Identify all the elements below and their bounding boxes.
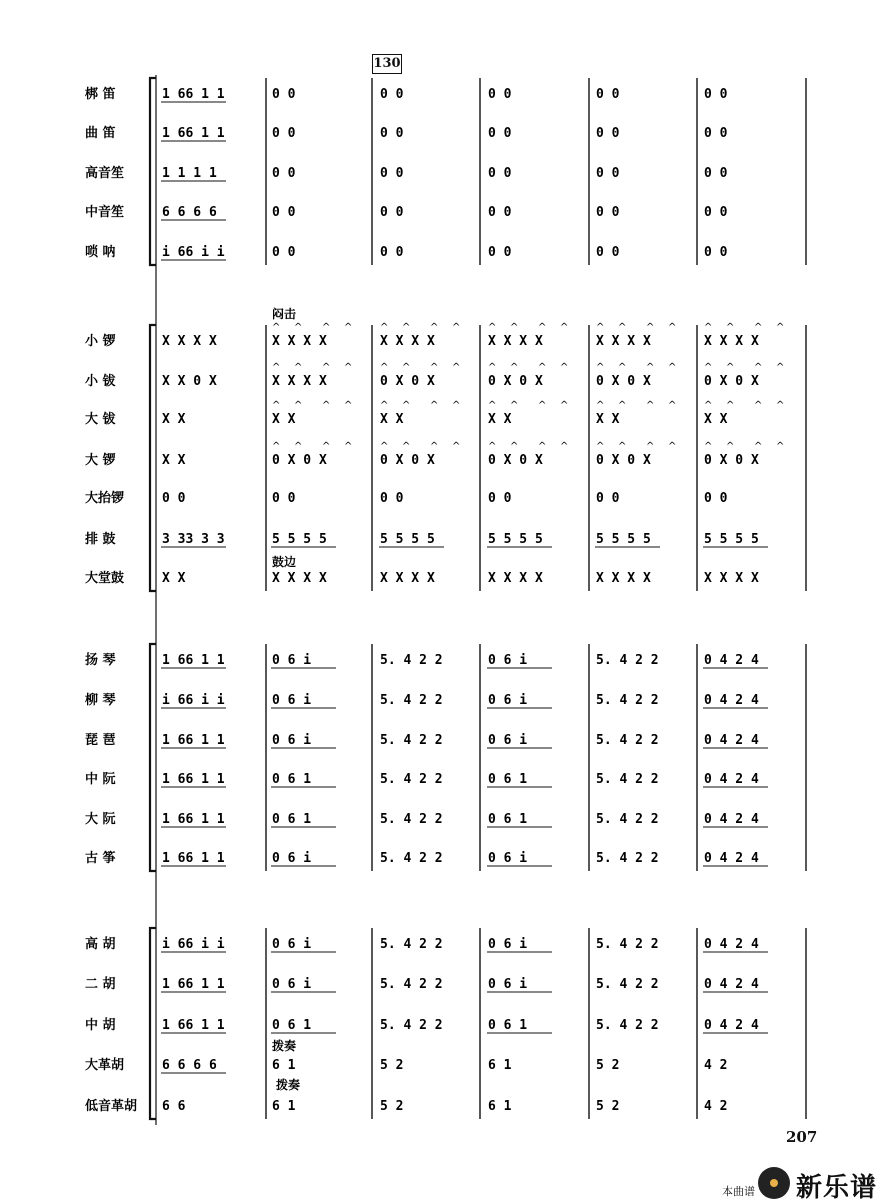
instrument-name: 大革胡 <box>85 1058 125 1073</box>
measure-notes: X X X X <box>162 334 217 349</box>
measure-notes: X X X X <box>596 334 651 349</box>
measure-notes: 0 0 <box>272 205 296 220</box>
measure-notes: X X X X <box>380 571 435 586</box>
measure-notes: X X <box>488 412 512 427</box>
measure-notes: 5. 4 2 2 <box>380 937 443 952</box>
accent-mark: ^ <box>646 362 655 373</box>
measure-notes: 5. 4 2 2 <box>596 693 659 708</box>
measure-notes: X X <box>596 412 620 427</box>
footer-text: 本曲谱 <box>722 1185 755 1198</box>
measure-notes: 0 X 0 X <box>704 453 759 468</box>
accent-mark: ^ <box>668 362 677 373</box>
measure-notes: 0 X 0 X <box>272 453 327 468</box>
instrument-name: 柳 琴 <box>85 693 116 708</box>
measure-notes: 0 0 <box>704 491 728 506</box>
accent-mark: ^ <box>646 322 655 333</box>
measure-notes: 0 4 2 4 <box>704 693 759 708</box>
annotation-bozou: 拨奏 <box>276 1078 301 1092</box>
accent-mark: ^ <box>402 322 411 333</box>
accent-mark: ^ <box>510 400 519 411</box>
measure-notes: 0 0 <box>380 87 404 102</box>
measure-notes: 1 66 1 1 <box>162 812 225 827</box>
instrument-name: 中 阮 <box>85 772 116 787</box>
measure-notes: 0 6 i <box>272 977 312 992</box>
measure-notes: 0 6 i <box>488 937 528 952</box>
measure-notes: X X <box>704 412 728 427</box>
accent-mark: ^ <box>294 362 303 373</box>
instrument-name: 梆 笛 <box>85 87 116 102</box>
measure-notes: 0 0 <box>488 245 512 260</box>
accent-mark: ^ <box>776 400 785 411</box>
measure-notes: 0 4 2 4 <box>704 937 759 952</box>
measure-notes: 0 4 2 4 <box>704 851 759 866</box>
accent-mark: ^ <box>488 441 497 452</box>
measure-notes: 5 5 5 5 <box>380 532 435 547</box>
measure-notes: X X X X <box>488 571 543 586</box>
measure-notes: 5. 4 2 2 <box>380 693 443 708</box>
measure-notes: 0 0 <box>596 245 620 260</box>
measure-notes: 0 0 <box>272 126 296 141</box>
measure-notes: 0 0 <box>596 87 620 102</box>
measure-notes: X X X X <box>380 334 435 349</box>
accent-mark: ^ <box>668 441 677 452</box>
accent-mark: ^ <box>726 322 735 333</box>
accent-mark: ^ <box>560 322 569 333</box>
accent-mark: ^ <box>560 362 569 373</box>
measure-notes: 1 66 1 1 <box>162 1018 225 1033</box>
accent-mark: ^ <box>272 362 281 373</box>
section-plucked <box>85 644 806 871</box>
measure-notes: i 66 i i <box>162 245 225 260</box>
accent-mark: ^ <box>402 400 411 411</box>
accent-mark: ^ <box>618 362 627 373</box>
instrument-name: 小 锣 <box>85 334 116 349</box>
accent-mark: ^ <box>704 400 713 411</box>
measure-notes: 6 1 <box>272 1099 296 1114</box>
accent-mark: ^ <box>704 441 713 452</box>
accent-mark: ^ <box>596 400 605 411</box>
accent-mark: ^ <box>380 322 389 333</box>
instrument-name: 小 钹 <box>85 374 116 389</box>
measure-notes: 0 6 i <box>272 851 312 866</box>
measure-notes: 0 6 1 <box>272 812 312 827</box>
measure-notes: X X <box>380 412 404 427</box>
accent-mark: ^ <box>538 400 547 411</box>
accent-mark: ^ <box>430 322 439 333</box>
measure-notes: 0 4 2 4 <box>704 1018 759 1033</box>
system-bracket <box>150 325 156 591</box>
accent-mark: ^ <box>510 441 519 452</box>
measure-notes: 0 0 <box>488 126 512 141</box>
measure-notes: 0 0 <box>272 245 296 260</box>
measure-notes: X X <box>272 412 296 427</box>
instrument-name: 唢 呐 <box>85 245 116 260</box>
measure-notes: 5. 4 2 2 <box>596 653 659 668</box>
measure-notes: 0 6 i <box>488 733 528 748</box>
measure-notes: 5 5 5 5 <box>704 532 759 547</box>
instrument-name: 大堂鼓 <box>85 571 125 586</box>
rehearsal-mark: 130 <box>372 54 402 74</box>
instrument-name: 扬 琴 <box>85 653 116 668</box>
section-bowed <box>85 928 806 1119</box>
accent-mark: ^ <box>294 400 303 411</box>
accent-mark: ^ <box>596 322 605 333</box>
measure-notes: 4 2 <box>704 1099 728 1114</box>
accent-mark: ^ <box>402 441 411 452</box>
measure-notes: 0 0 <box>272 166 296 181</box>
instrument-name: 二 胡 <box>85 977 116 992</box>
measure-notes: 1 66 1 1 <box>162 126 225 141</box>
accent-mark: ^ <box>344 400 353 411</box>
measure-notes: 5. 4 2 2 <box>380 812 443 827</box>
accent-mark: ^ <box>776 362 785 373</box>
section-percussion <box>85 325 806 591</box>
accent-mark: ^ <box>538 441 547 452</box>
measure-notes: 5. 4 2 2 <box>596 772 659 787</box>
logo-text: 新乐谱 <box>796 1173 878 1203</box>
measure-notes: 5. 4 2 2 <box>380 977 443 992</box>
measure-notes: 4 2 <box>704 1058 728 1073</box>
measure-notes: i 66 i i <box>162 937 225 952</box>
measure-notes: 0 0 <box>596 491 620 506</box>
measure-notes: 0 4 2 4 <box>704 653 759 668</box>
measure-notes: 1 66 1 1 <box>162 733 225 748</box>
measure-notes: 0 6 1 <box>272 772 312 787</box>
measure-notes: X X X X <box>272 334 327 349</box>
accent-mark: ^ <box>726 441 735 452</box>
measure-notes: 0 6 i <box>488 693 528 708</box>
accent-mark: ^ <box>726 400 735 411</box>
instrument-name: 低音革胡 <box>85 1099 138 1114</box>
accent-mark: ^ <box>380 441 389 452</box>
measure-notes: 5. 4 2 2 <box>596 733 659 748</box>
record-disc-icon <box>758 1167 790 1199</box>
instrument-name: 大 锣 <box>85 453 116 468</box>
measure-notes: 5 2 <box>596 1099 620 1114</box>
instrument-name: 高 胡 <box>85 937 116 952</box>
accent-mark: ^ <box>380 362 389 373</box>
accent-mark: ^ <box>488 400 497 411</box>
instrument-name: 大 阮 <box>85 812 116 827</box>
measure-notes: 5. 4 2 2 <box>380 851 443 866</box>
measure-notes: X X X X <box>596 571 651 586</box>
measure-notes: 0 0 <box>488 205 512 220</box>
accent-mark: ^ <box>488 362 497 373</box>
instrument-name: 琵 琶 <box>85 733 116 748</box>
measure-notes: 1 66 1 1 <box>162 87 225 102</box>
measure-notes: 0 0 <box>704 205 728 220</box>
measure-notes: 0 0 <box>380 205 404 220</box>
measure-notes: 1 66 1 1 <box>162 653 225 668</box>
measure-notes: 0 0 <box>272 87 296 102</box>
accent-mark: ^ <box>704 322 713 333</box>
measure-notes: 5. 4 2 2 <box>596 937 659 952</box>
accent-mark: ^ <box>402 362 411 373</box>
measure-notes: 0 X 0 X <box>488 453 543 468</box>
measure-notes: 6 6 <box>162 1099 186 1114</box>
measure-notes: 1 66 1 1 <box>162 851 225 866</box>
system-bracket <box>150 644 156 871</box>
accent-mark: ^ <box>344 362 353 373</box>
measure-notes: 0 0 <box>380 166 404 181</box>
measure-notes: 0 0 <box>380 491 404 506</box>
measure-notes: 0 6 1 <box>488 812 528 827</box>
accent-mark: ^ <box>272 400 281 411</box>
page-number: 207 <box>786 1128 818 1146</box>
accent-mark: ^ <box>596 441 605 452</box>
accent-mark: ^ <box>452 441 461 452</box>
measure-notes: X X <box>162 453 186 468</box>
measure-notes: 5 2 <box>596 1058 620 1073</box>
measure-notes: 1 1 1 1 <box>162 166 217 181</box>
measure-notes: 0 6 i <box>272 733 312 748</box>
measure-notes: 3 33 3 3 <box>162 532 225 547</box>
measure-notes: 1 66 1 1 <box>162 977 225 992</box>
measure-notes: 0 0 <box>704 87 728 102</box>
accent-mark: ^ <box>380 400 389 411</box>
measure-notes: 0 X 0 X <box>488 374 543 389</box>
measure-notes: X X <box>162 571 186 586</box>
instrument-name: 中 胡 <box>85 1018 116 1033</box>
measure-notes: 0 0 <box>596 166 620 181</box>
instrument-name: 曲 笛 <box>85 126 116 141</box>
measure-notes: 5 5 5 5 <box>272 532 327 547</box>
section-winds <box>85 78 806 265</box>
accent-mark: ^ <box>646 441 655 452</box>
accent-mark: ^ <box>668 322 677 333</box>
measure-notes: X X X X <box>704 334 759 349</box>
measure-notes: 6 6 6 6 <box>162 1058 217 1073</box>
instrument-name: 中音笙 <box>85 205 125 220</box>
accent-mark: ^ <box>754 362 763 373</box>
measure-notes: 0 X 0 X <box>596 453 651 468</box>
measure-notes: 5 2 <box>380 1058 404 1073</box>
measure-notes: 5. 4 2 2 <box>380 653 443 668</box>
measure-notes: 0 4 2 4 <box>704 977 759 992</box>
measure-notes: 5 5 5 5 <box>488 532 543 547</box>
measure-notes: 0 6 i <box>488 977 528 992</box>
measure-notes: 0 6 1 <box>272 1018 312 1033</box>
accent-mark: ^ <box>272 441 281 452</box>
accent-mark: ^ <box>618 441 627 452</box>
measure-notes: 5. 4 2 2 <box>380 733 443 748</box>
measure-notes: 5. 4 2 2 <box>596 851 659 866</box>
measure-notes: 0 0 <box>272 491 296 506</box>
measure-notes: 6 1 <box>272 1058 296 1073</box>
measure-notes: 0 6 i <box>488 851 528 866</box>
measure-notes: X X X X <box>704 571 759 586</box>
measure-notes: 0 0 <box>704 245 728 260</box>
annotation-menji: 闷击 <box>272 307 297 321</box>
measure-notes: X X X X <box>272 571 327 586</box>
measure-notes: 0 4 2 4 <box>704 772 759 787</box>
accent-mark: ^ <box>510 362 519 373</box>
measure-notes: 6 6 6 6 <box>162 205 217 220</box>
measure-notes: 0 0 <box>596 205 620 220</box>
instrument-name: 大 钹 <box>85 412 116 427</box>
accent-mark: ^ <box>538 362 547 373</box>
accent-mark: ^ <box>452 362 461 373</box>
accent-mark: ^ <box>488 322 497 333</box>
measure-notes: 0 0 <box>596 126 620 141</box>
accent-mark: ^ <box>322 400 331 411</box>
measure-notes: X X 0 X <box>162 374 217 389</box>
instrument-name: 高音笙 <box>85 166 125 181</box>
measure-notes: 5. 4 2 2 <box>380 1018 443 1033</box>
measure-notes: 0 X 0 X <box>380 374 435 389</box>
measure-notes: 0 6 i <box>272 937 312 952</box>
accent-mark: ^ <box>430 441 439 452</box>
accent-mark: ^ <box>754 441 763 452</box>
instrument-name: 排 鼓 <box>85 532 116 547</box>
measure-notes: 0 X 0 X <box>596 374 651 389</box>
measure-notes: 0 X 0 X <box>704 374 759 389</box>
accent-mark: ^ <box>322 441 331 452</box>
measure-notes: 5. 4 2 2 <box>380 772 443 787</box>
accent-mark: ^ <box>646 400 655 411</box>
measure-notes: 0 0 <box>704 166 728 181</box>
instrument-name: 古 筝 <box>85 851 116 866</box>
accent-mark: ^ <box>560 441 569 452</box>
accent-mark: ^ <box>596 362 605 373</box>
accent-mark: ^ <box>776 441 785 452</box>
measure-notes: 0 0 <box>488 166 512 181</box>
measure-notes: 0 6 1 <box>488 772 528 787</box>
measure-notes: X X X X <box>272 374 327 389</box>
accent-mark: ^ <box>272 322 281 333</box>
measure-notes: X X X X <box>488 334 543 349</box>
measure-notes: 0 6 i <box>272 653 312 668</box>
measure-notes: 0 4 2 4 <box>704 812 759 827</box>
measure-notes: X X <box>162 412 186 427</box>
accent-mark: ^ <box>618 322 627 333</box>
measure-notes: 0 0 <box>488 491 512 506</box>
accent-mark: ^ <box>322 362 331 373</box>
accent-mark: ^ <box>452 322 461 333</box>
accent-mark: ^ <box>294 322 303 333</box>
accent-mark: ^ <box>322 322 331 333</box>
measure-notes: 0 0 <box>380 245 404 260</box>
system-bracket <box>150 928 156 1119</box>
measure-notes: 5 5 5 5 <box>596 532 651 547</box>
site-logo <box>758 1165 888 1201</box>
accent-mark: ^ <box>560 400 569 411</box>
accent-mark: ^ <box>704 362 713 373</box>
annotation-gubian: 鼓边 <box>272 555 297 569</box>
accent-mark: ^ <box>668 400 677 411</box>
measure-notes: 5. 4 2 2 <box>596 1018 659 1033</box>
measure-notes: 0 0 <box>162 491 186 506</box>
measure-notes: i 66 i i <box>162 693 225 708</box>
accent-mark: ^ <box>776 322 785 333</box>
measure-notes: 1 66 1 1 <box>162 772 225 787</box>
accent-mark: ^ <box>510 322 519 333</box>
measure-notes: 0 6 i <box>272 693 312 708</box>
annotation-bozou: 拨奏 <box>272 1039 297 1053</box>
accent-mark: ^ <box>538 322 547 333</box>
system-bracket <box>150 78 156 265</box>
accent-mark: ^ <box>754 400 763 411</box>
measure-notes: 0 0 <box>704 126 728 141</box>
accent-mark: ^ <box>618 400 627 411</box>
measure-notes: 5. 4 2 2 <box>596 812 659 827</box>
accent-mark: ^ <box>430 400 439 411</box>
accent-mark: ^ <box>344 322 353 333</box>
measure-notes: 0 6 1 <box>488 1018 528 1033</box>
measure-notes: 0 0 <box>380 126 404 141</box>
accent-mark: ^ <box>726 362 735 373</box>
measure-notes: 5. 4 2 2 <box>596 977 659 992</box>
accent-mark: ^ <box>294 441 303 452</box>
measure-notes: 6 1 <box>488 1099 512 1114</box>
instrument-name: 大抬锣 <box>85 491 125 506</box>
accent-mark: ^ <box>430 362 439 373</box>
measure-notes: 6 1 <box>488 1058 512 1073</box>
measure-notes: 0 6 i <box>488 653 528 668</box>
accent-mark: ^ <box>344 441 353 452</box>
accent-mark: ^ <box>452 400 461 411</box>
measure-notes: 0 4 2 4 <box>704 733 759 748</box>
measure-notes: 0 X 0 X <box>380 453 435 468</box>
measure-notes: 5 2 <box>380 1099 404 1114</box>
accent-mark: ^ <box>754 322 763 333</box>
measure-notes: 0 0 <box>488 87 512 102</box>
